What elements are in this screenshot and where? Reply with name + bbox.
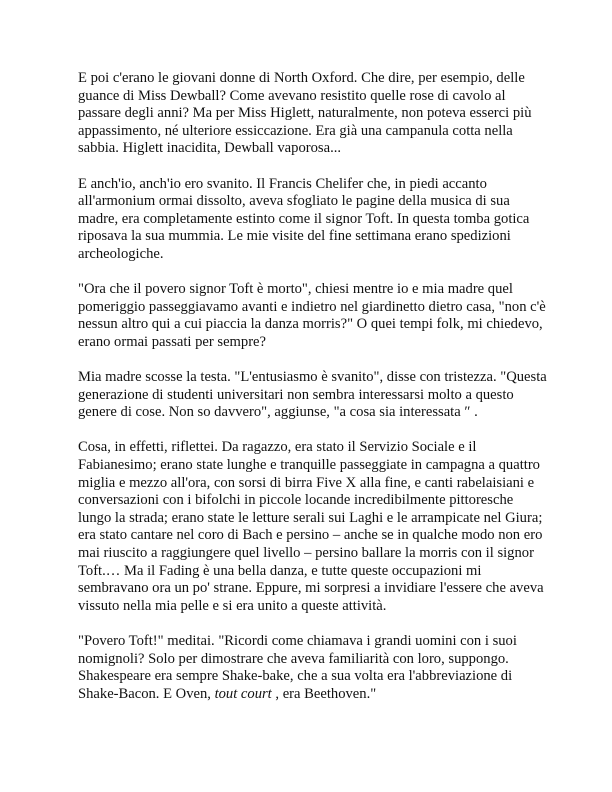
paragraph: E anch'io, anch'io ero svanito. Il Francis Chelifer che, in piedi accanto all'armonium ormai dissolto, aveva sfogliato le pagine della musica di sua madre, era completamente estinto come il signor Toft. In questa tomba gotica riposava la sua mummia. Le mie visite del fine settimana erano spedizioni archeologiche. [78, 175, 530, 262]
document-body [78, 70, 548, 721]
italic-phrase: tout court [214, 685, 272, 702]
paragraph [78, 633, 548, 703]
paragraph: "Ora che il povero signor Toft è morto", chiesi mentre io e mia madre quel pomeriggio passeggiavamo avanti e indietro nel giardinetto dietro casa, "non c'è nessun altro qui a cui piaccia la danza morris?" O quei tempi folk, mi chiedevo, erano ormai passati per sempre? [78, 281, 546, 350]
paragraph: Cosa, in effetti, riflettei. Da ragazzo, era stato il Servizio Sociale e il Fabianesimo; erano state lunghe e tranquille passeggiate in campagna a quattro miglia e mezzo all'ora, con sorsi di birra Five X alla fine, e canti rabelaisiani e conversazioni con i bifolchi in piccole locande incredibilmente pittoresche lungo la strada; erano state le letture serali sui Laghi e le arrampicate nel Giura; era stato cantare nel coro di Bach e persino – anche se in qualche modo non ero mai riuscito a raggiungere quel livello – persino ballare la morris con il signor Toft.… Ma il Fading è una bella danza, e tutte queste occupazioni mi sembravano ora un po' strane. Eppure, mi sorpresi a invidiare l'essere che aveva vissuto nella mia pelle e si era unito a queste attività. [78, 439, 544, 614]
paragraph-text: "Povero Toft!" meditai. "Ricordi come chiamava i grandi uomini con i suoi nomignoli? Solo per dimostrare che aveva familiarità con loro, suppongo. Shakespeare era sempre Shake-bake, che a sua volta era l'abbreviazione di Shake-Bacon. E Oven, [78, 633, 517, 702]
paragraph: Mia madre scosse la testa. "L'entusiasmo è svanito", disse con tristezza. "Questa generazione di studenti universitari non sembra interessarsi molto a questo genere di cose. Non so davvero", aggiunse, "a cosa sia interessata ″ . [78, 369, 547, 421]
paragraph-text: , era Beethoven." [271, 685, 377, 702]
paragraph: E poi c'erano le giovani donne di North Oxford. Che dire, per esempio, delle guance di Miss Dewball? Come avevano resistito quelle rose di cavolo al passare degli anni? Ma per Miss Higlett, naturalmente, non poteva esserci più appassimento, né ulteriore essiccazione. Era già una campanula cotta nella sabbia. Higlett inacidita, Dewball vaporosa... [78, 70, 532, 157]
